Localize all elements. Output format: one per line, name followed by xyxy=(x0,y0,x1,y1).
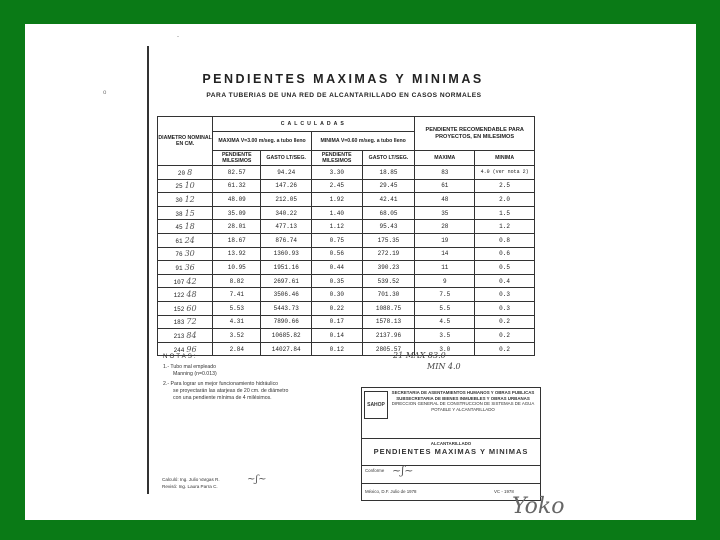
cell-min-pend: 0.17 xyxy=(311,315,362,329)
agency-line3: DIRECCION GENERAL DE CONSTRUCCION DE SISTEMAS DE AGUA POTABLE Y ALCANTARILLADO xyxy=(391,401,535,412)
cell-min-gasto: 1088.75 xyxy=(362,301,415,315)
table-row xyxy=(158,329,535,343)
cell-max-gasto: 14027.84 xyxy=(261,342,312,356)
cell-rec-max: 19 xyxy=(415,233,475,247)
note-1: 1.- Tubo mal empleado xyxy=(163,363,217,370)
cell-max-gasto: 876.74 xyxy=(261,233,312,247)
header-pendiente-min: PENDIENTE MILESIMOS xyxy=(311,151,362,166)
diameter-value: 20 xyxy=(177,169,186,177)
scan-mark: o xyxy=(103,90,107,96)
cell-rec-min: 0.2 xyxy=(475,342,535,356)
cell-rec-min: 0.3 xyxy=(475,301,535,315)
cell-min-pend: 0.75 xyxy=(311,233,362,247)
document-title: PENDIENTES MAXIMAS Y MINIMAS xyxy=(202,72,484,86)
cell-min-gasto: 29.45 xyxy=(362,179,415,193)
header-minima-group: MINIMA V=0.60 m/seg. a tubo lleno xyxy=(311,132,414,151)
cell-rec-min: 2.5 xyxy=(475,179,535,193)
diameter-cell xyxy=(158,288,213,302)
diameter-value: 61 xyxy=(175,237,183,245)
cell-rec-min: 4.0 (ver nota 2) xyxy=(475,166,535,180)
cell-rec-min: 0.6 xyxy=(475,247,535,261)
cell-min-gasto: 390.23 xyxy=(362,261,415,275)
handwritten-note-line2: MIN 4.0 xyxy=(427,362,461,371)
table-row xyxy=(158,274,535,288)
conforme-label: Conforme xyxy=(365,468,385,473)
diameter-cell xyxy=(158,179,213,193)
note-2-line3: con una pendiente mínima de 4 milésimos. xyxy=(173,394,272,401)
diameter-value: 122 xyxy=(173,292,185,300)
diameter-cell xyxy=(158,261,213,275)
cell-rec-max: 48 xyxy=(415,193,475,207)
cell-max-pend: 8.82 xyxy=(213,274,261,288)
cell-rec-min: 0.2 xyxy=(475,315,535,329)
cell-min-gasto: 42.41 xyxy=(362,193,415,207)
date-label: México, D.F. Julio de 1978 xyxy=(365,489,417,494)
table-row xyxy=(158,288,535,302)
cell-max-gasto: 2697.61 xyxy=(261,274,312,288)
header-diametro: DIAMETRO NOMINAL EN CM. xyxy=(158,117,213,166)
diameter-cell xyxy=(158,301,213,315)
slopes-table xyxy=(157,116,535,356)
cell-rec-max: 9 xyxy=(415,274,475,288)
cell-rec-max: 61 xyxy=(415,179,475,193)
header-gasto-min: GASTO LT/SEG. xyxy=(362,151,415,166)
note-2: 2.- Para lograr un mejor funcionamiento hidráulico xyxy=(163,381,279,388)
notes-heading: NOTAS: xyxy=(163,353,198,360)
diameter-value: 152 xyxy=(173,305,185,313)
diameter-value: 30 xyxy=(175,196,183,204)
cell-rec-max: 3.0 xyxy=(415,342,475,356)
diameter-value: 25 xyxy=(175,183,183,191)
calc-signature: ~ʃ~ xyxy=(247,474,267,485)
calculated-by-line2: Revisó: Ing. Laura Parra C. xyxy=(162,484,218,489)
drawing-code: VC - 1978 xyxy=(494,489,514,494)
cell-rec-max: 83 xyxy=(415,166,475,180)
diameter-cell xyxy=(158,247,213,261)
cell-max-pend: 10.95 xyxy=(213,261,261,275)
agency-line1: SECRETARIA DE ASENTAMIENTOS HUMANOS Y OBRAS PUBLICAS xyxy=(391,390,535,395)
diameter-inches-handwritten: 18 xyxy=(184,222,195,232)
cell-max-pend: 82.57 xyxy=(213,166,261,180)
cell-max-gasto: 147.26 xyxy=(261,179,312,193)
cell-min-pend: 0.22 xyxy=(311,301,362,315)
cell-min-pend: 0.12 xyxy=(311,342,362,356)
cell-rec-max: 35 xyxy=(415,206,475,220)
header-rec-max: MAXIMA xyxy=(415,151,475,166)
table-row xyxy=(158,315,535,329)
diameter-inches-handwritten: 42 xyxy=(186,276,197,286)
section-label: ALCANTARILLADO xyxy=(430,441,472,446)
cell-max-gasto: 7890.66 xyxy=(261,315,312,329)
approval-signature: ~ʃ~ xyxy=(392,464,414,477)
cell-max-pend: 3.52 xyxy=(213,329,261,343)
cell-max-gasto: 1951.16 xyxy=(261,261,312,275)
diameter-inches-handwritten: 84 xyxy=(186,330,197,340)
cell-min-gasto: 95.43 xyxy=(362,220,415,234)
cell-max-gasto: 212.05 xyxy=(261,193,312,207)
cell-max-pend: 7.41 xyxy=(213,288,261,302)
cell-min-pend: 3.30 xyxy=(311,166,362,180)
diameter-value: 244 xyxy=(173,346,185,354)
cell-min-pend: 0.56 xyxy=(311,247,362,261)
cell-max-gasto: 3506.46 xyxy=(261,288,312,302)
header-recomendable: PENDIENTE RECOMENDABLE PARA PROYECTOS, EN MILESIMOS xyxy=(415,117,535,151)
cell-max-gasto: 477.13 xyxy=(261,220,312,234)
cell-min-gasto: 68.05 xyxy=(362,206,415,220)
diameter-value: 91 xyxy=(175,264,183,272)
header-maxima-group: MAXIMA V=3.00 m/seg. a tubo lleno xyxy=(213,132,312,151)
cell-rec-min: 0.5 xyxy=(475,261,535,275)
cell-rec-min: 0.3 xyxy=(475,288,535,302)
agency-name xyxy=(388,390,538,412)
diameter-inches-handwritten: 24 xyxy=(184,235,195,245)
diameter-value: 213 xyxy=(173,332,185,340)
cell-rec-min: 1.2 xyxy=(475,220,535,234)
diameter-cell xyxy=(158,274,213,288)
diameter-cell xyxy=(158,315,213,329)
diameter-inches-handwritten: 15 xyxy=(184,208,195,218)
header-pendiente-max: PENDIENTE MILESIMOS xyxy=(213,151,261,166)
table-row xyxy=(158,247,535,261)
cell-max-pend: 61.32 xyxy=(213,179,261,193)
cell-min-pend: 0.14 xyxy=(311,329,362,343)
cell-rec-min: 1.5 xyxy=(475,206,535,220)
calculated-by-line1: Calculó: Ing. Julio Vargas R. xyxy=(162,477,220,482)
cell-max-pend: 18.67 xyxy=(213,233,261,247)
cell-max-pend: 2.84 xyxy=(213,342,261,356)
diameter-value: 107 xyxy=(173,278,185,286)
handwritten-note xyxy=(393,350,461,372)
cell-min-pend: 1.92 xyxy=(311,193,362,207)
title-block xyxy=(361,387,541,501)
note-1-detail: Manning (n=0.013) xyxy=(173,370,217,377)
diameter-value: 45 xyxy=(175,224,183,232)
handwritten-signature: Yoko xyxy=(512,494,565,519)
header-calculadas: CALCULADAS xyxy=(213,117,415,132)
cell-min-gasto: 1578.13 xyxy=(362,315,415,329)
header-gasto-max: GASTO LT/SEG. xyxy=(261,151,312,166)
cell-rec-min: 0.2 xyxy=(475,329,535,343)
diameter-cell xyxy=(158,233,213,247)
cell-max-gasto: 94.24 xyxy=(261,166,312,180)
cell-rec-min: 0.4 xyxy=(475,274,535,288)
cell-rec-min: 0.8 xyxy=(475,233,535,247)
cell-min-gasto: 272.19 xyxy=(362,247,415,261)
cell-max-pend: 13.92 xyxy=(213,247,261,261)
diameter-cell xyxy=(158,220,213,234)
title-block-approval-row xyxy=(362,465,540,484)
header-rec-min: MINIMA xyxy=(475,151,535,166)
calculated-by xyxy=(162,476,220,490)
table-row xyxy=(158,193,535,207)
document-subtitle: PARA TUBERIAS DE UNA RED DE ALCANTARILLADO EN CASOS NORMALES xyxy=(206,92,482,99)
cell-min-gasto: 18.85 xyxy=(362,166,415,180)
diameter-inches-handwritten: 12 xyxy=(184,194,195,204)
diameter-inches-handwritten: 8 xyxy=(187,167,193,177)
cell-min-pend: 0.44 xyxy=(311,261,362,275)
scan-mark: - xyxy=(177,34,179,40)
diameter-inches-handwritten: 72 xyxy=(186,317,197,327)
cell-rec-max: 4.5 xyxy=(415,315,475,329)
diameter-cell xyxy=(158,329,213,343)
cell-max-gasto: 5443.73 xyxy=(261,301,312,315)
document-scan xyxy=(103,24,545,494)
cell-rec-max: 11 xyxy=(415,261,475,275)
diameter-inches-handwritten: 96 xyxy=(186,344,197,354)
cell-rec-max: 3.5 xyxy=(415,329,475,343)
diameter-inches-handwritten: 10 xyxy=(184,181,195,191)
diameter-value: 38 xyxy=(175,210,183,218)
cell-max-pend: 5.53 xyxy=(213,301,261,315)
cell-rec-min: 2.0 xyxy=(475,193,535,207)
note-2-line2: se proyectarán las atarjeas de 20 cm. de diámetro xyxy=(173,388,289,395)
diameter-cell xyxy=(158,193,213,207)
cell-max-gasto: 10685.82 xyxy=(261,329,312,343)
cell-min-pend: 1.12 xyxy=(311,220,362,234)
agency-line2: SUBSECRETARIA DE BIENES INMUEBLES Y OBRAS URBANAS xyxy=(396,395,530,401)
diameter-inches-handwritten: 36 xyxy=(184,262,195,272)
handwritten-note-line1: 21 MAX 83.0 xyxy=(393,351,446,360)
diameter-cell xyxy=(158,206,213,220)
cell-min-gasto: 539.52 xyxy=(362,274,415,288)
cell-rec-max: 5.5 xyxy=(415,301,475,315)
table-row xyxy=(158,233,535,247)
cell-rec-max: 14 xyxy=(415,247,475,261)
diameter-value: 76 xyxy=(175,251,183,259)
cell-max-pend: 4.31 xyxy=(213,315,261,329)
cell-max-pend: 48.09 xyxy=(213,193,261,207)
cell-max-gasto: 340.22 xyxy=(261,206,312,220)
cell-min-pend: 0.35 xyxy=(311,274,362,288)
cell-max-pend: 28.01 xyxy=(213,220,261,234)
table-row xyxy=(158,179,535,193)
table-row xyxy=(158,220,535,234)
cell-rec-max: 7.5 xyxy=(415,288,475,302)
cell-rec-max: 28 xyxy=(415,220,475,234)
diameter-inches-handwritten: 60 xyxy=(186,303,197,313)
drawing-title-box xyxy=(362,438,540,466)
cell-min-pend: 1.40 xyxy=(311,206,362,220)
cell-max-pend: 35.09 xyxy=(213,206,261,220)
table-row xyxy=(158,166,535,180)
table-row xyxy=(158,261,535,275)
diameter-inches-handwritten: 48 xyxy=(186,290,197,300)
table-row xyxy=(158,206,535,220)
table-row xyxy=(158,301,535,315)
diameter-inches-handwritten: 30 xyxy=(184,249,195,259)
cell-min-gasto: 2137.96 xyxy=(362,329,415,343)
cell-min-gasto: 2805.57 xyxy=(362,342,415,356)
cell-min-pend: 2.45 xyxy=(311,179,362,193)
cell-min-gasto: 175.35 xyxy=(362,233,415,247)
cell-min-pend: 0.30 xyxy=(311,288,362,302)
cell-max-gasto: 1360.93 xyxy=(261,247,312,261)
diameter-value: 183 xyxy=(173,319,185,327)
drawing-title: PENDIENTES MAXIMAS Y MINIMAS xyxy=(373,447,529,456)
cell-min-gasto: 701.30 xyxy=(362,288,415,302)
agency-logo: SAHOP xyxy=(364,391,388,419)
diameter-cell xyxy=(158,166,213,180)
notes-section xyxy=(163,354,363,402)
